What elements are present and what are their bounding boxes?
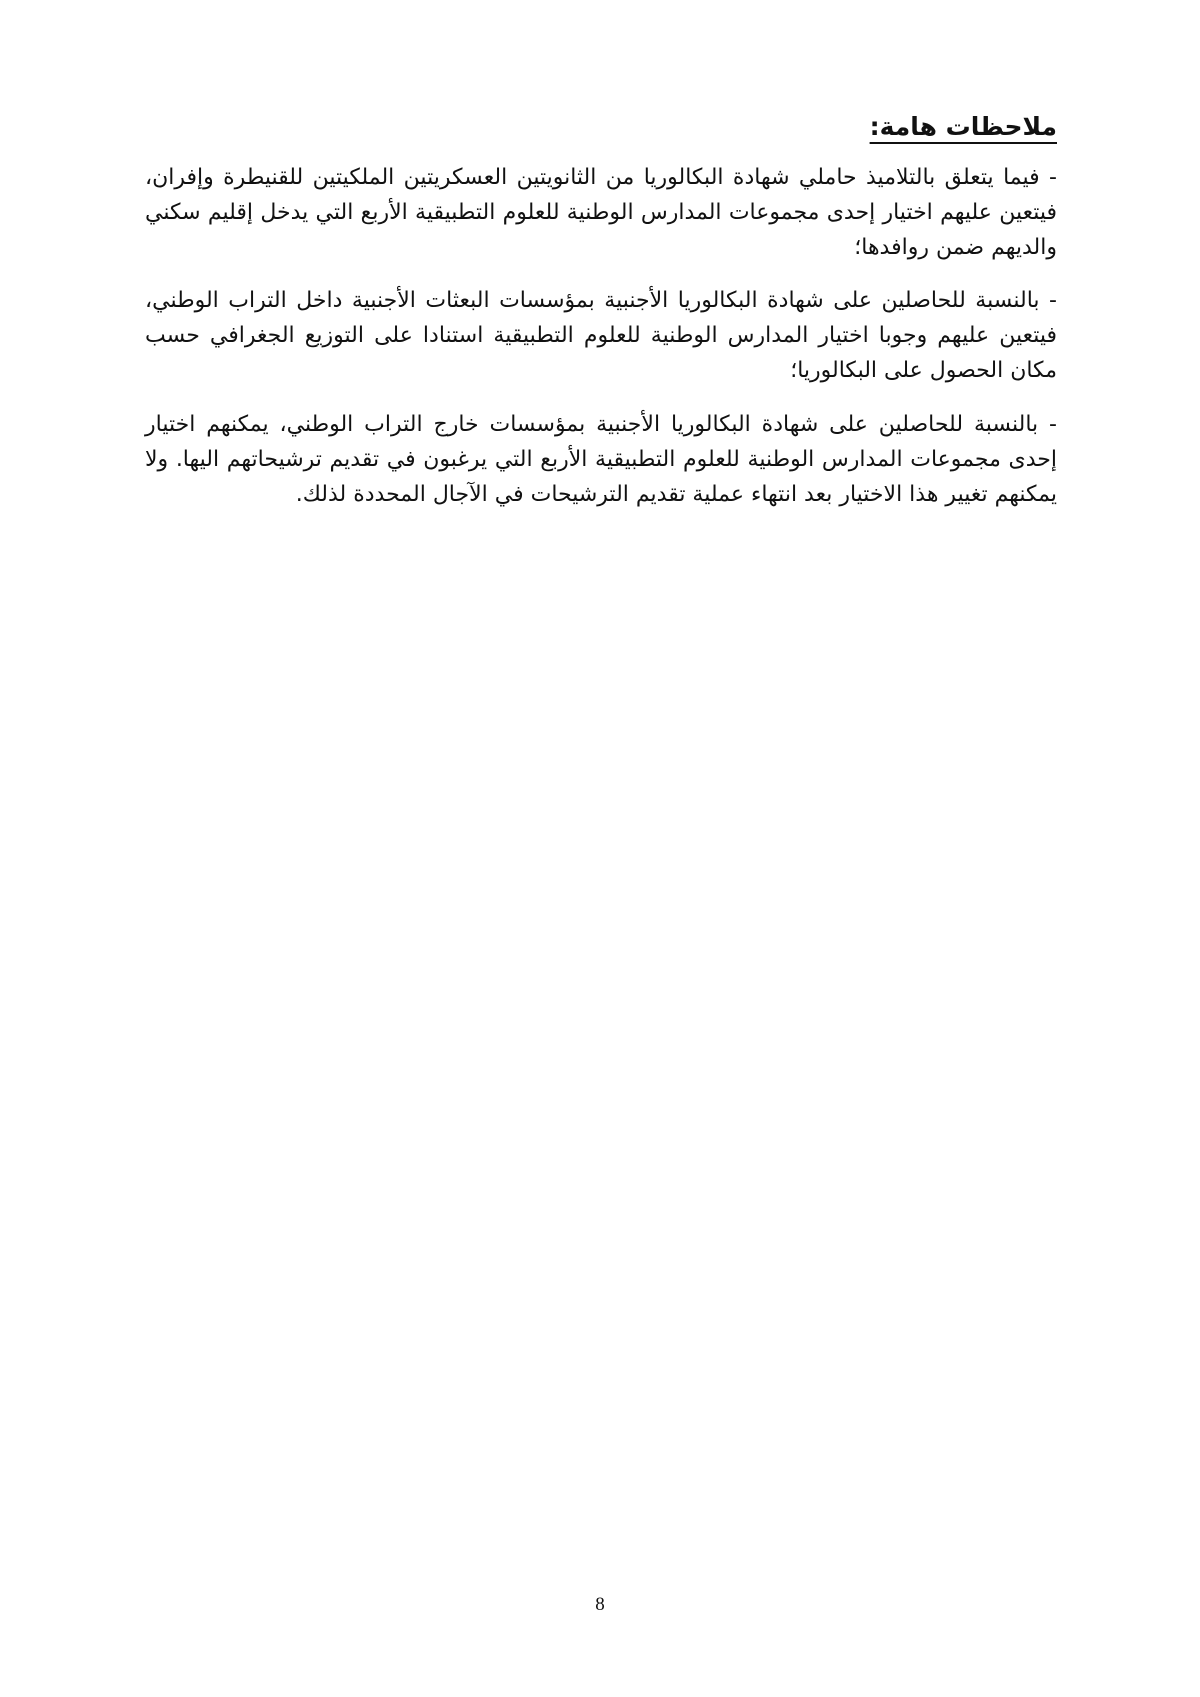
note-paragraph-abroad: - بالنسبة للحاصلين على شهادة البكالوريا الأجنبية بمؤسسات خارج التراب الوطني، يمكنهم اختيار إحدى مجموعات المدارس الوطنية للعلوم التطبيقية الأربع التي يرغبون في تقديم ترشيحاتهم اليها. ولا يمكنهم تغيير هذا الاختيار بعد انتهاء عملية تقديم الترشيحات في الآجال المحددة لذلك.: [145, 411, 1057, 507]
page-number: 8: [595, 1594, 605, 1615]
document-body: [145, 108, 1057, 530]
note-paragraph-foreign-missions: - بالنسبة للحاصلين على شهادة البكالوريا الأجنبية بمؤسسات البعثات الأجنبية داخل التراب الوطني، فيتعين عليهم وجوبا اختيار المدارس الوطنية للعلوم التطبيقية استنادا على التوزيع الجغرافي حسب مكان الحصول على البكالوريا؛: [145, 288, 1057, 384]
note-paragraph-military-schools: - فيما يتعلق بالتلاميذ حاملي شهادة البكالوريا من الثانويتين العسكريتين الملكيتين للقنيطرة وإفران، فيتعين عليهم اختيار إحدى مجموعات المدارس الوطنية للعلوم التطبيقية الأربع التي يدخل إقليم سكني والديهم ضمن روافدها؛: [145, 164, 1057, 260]
notes-title: ملاحظات هامة:: [869, 112, 1057, 141]
